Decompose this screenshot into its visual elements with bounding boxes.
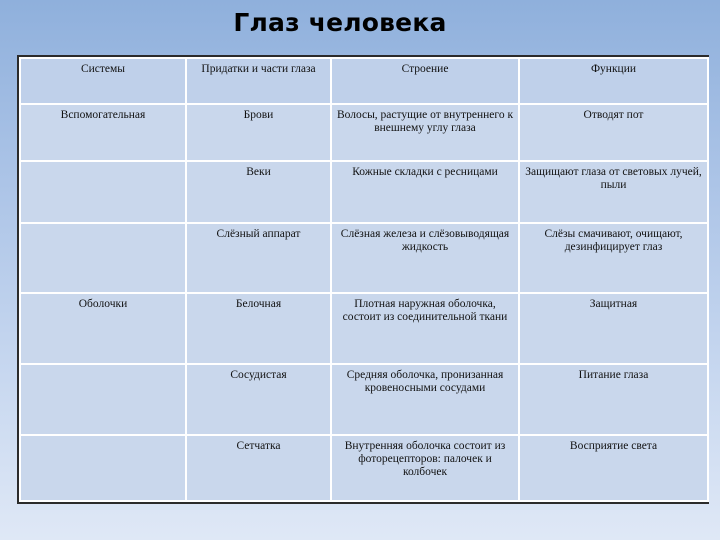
function-cell: Защищают глаза от световых лучей, пыли	[519, 161, 708, 223]
structure-cell: Кожные складки с ресницами	[331, 161, 519, 223]
system-cell	[20, 364, 186, 435]
header-cell-structure: Строение	[331, 58, 519, 104]
part-cell: Слёзный аппарат	[186, 223, 331, 293]
system-cell	[20, 223, 186, 293]
part-cell: Сетчатка	[186, 435, 331, 501]
function-cell: Отводят пот	[519, 104, 708, 161]
system-cell	[20, 161, 186, 223]
table-row	[20, 104, 708, 161]
table-row	[20, 161, 708, 223]
part-cell: Белочная	[186, 293, 331, 364]
function-cell: Восприятие света	[519, 435, 708, 501]
table-grid	[19, 57, 709, 502]
eye-structure-table	[17, 55, 709, 504]
structure-cell: Плотная наружная оболочка, состоит из соединительной ткани	[331, 293, 519, 364]
structure-cell: Внутренняя оболочка состоит из фоторецепторов: палочек и колбочек	[331, 435, 519, 501]
slide-title: Глаз человека	[233, 8, 447, 37]
structure-cell: Слёзная железа и слёзовыводящая жидкость	[331, 223, 519, 293]
function-cell: Защитная	[519, 293, 708, 364]
table-row	[20, 223, 708, 293]
function-cell: Питание глаза	[519, 364, 708, 435]
header-cell-systems: Системы	[20, 58, 186, 104]
part-cell: Веки	[186, 161, 331, 223]
part-cell: Сосудистая	[186, 364, 331, 435]
table-row	[20, 293, 708, 364]
header-cell-parts: Придатки и части глаза	[186, 58, 331, 104]
function-cell: Слёзы смачивают, очищают, дезинфицирует глаз	[519, 223, 708, 293]
table-row	[20, 364, 708, 435]
table-row	[20, 435, 708, 501]
system-cell: Оболочки	[20, 293, 186, 364]
table-header-row	[20, 58, 708, 104]
part-cell: Брови	[186, 104, 331, 161]
system-cell	[20, 435, 186, 501]
header-cell-functions: Функции	[519, 58, 708, 104]
structure-cell: Средняя оболочка, пронизанная кровеносными сосудами	[331, 364, 519, 435]
structure-cell: Волосы, растущие от внутреннего к внешнему углу глаза	[331, 104, 519, 161]
system-cell: Вспомогательная	[20, 104, 186, 161]
